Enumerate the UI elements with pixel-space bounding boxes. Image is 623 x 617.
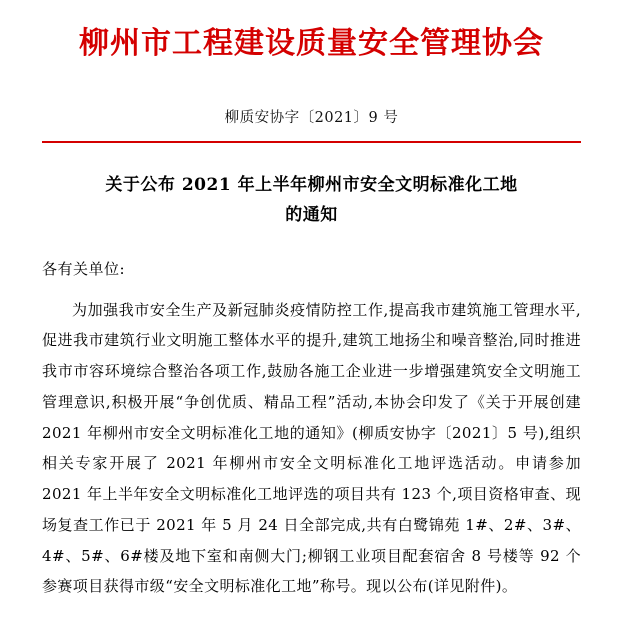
document-title-line-1: 关于公布 2021 年上半年柳州市安全文明标准化工地 [105, 175, 518, 195]
document-title-line-2: 的通知 [285, 204, 338, 225]
document-number: 柳质安协字〔2021〕9 号 [224, 110, 399, 126]
red-divider-rule [42, 141, 581, 143]
document-salutation: 各有关单位: [42, 259, 126, 278]
body-paragraph: 为加强我市安全生产及新冠肺炎疫情防控工作,提高我市建筑施工管理水平,促进我市建筑行业文明施工整体水平的提升,建筑工地扬尘和噪音整治,同时推进我市市容环境综合整治各项工作,鼓励各施工企业进一步增强建筑安全文明施工管理意识,积极开展“争创优质、精品工程”活动,本协会印发了《关于开展创建 2021 年柳州市安全文明标准化工地的通知》(柳质安协字〔2021〕5 号),组织相关专家开展了 2021 年柳州市安全文明标准化工地评选活动。申请参加 2021 年上半年安全文明标准化工地评选的项目共有 123 个,项目资格审查、现场复查工作已于 2021 年 5 月 24 日全部完成,共有白鹭锦苑 1#、2#、3#、4#、5#、6#楼及地下室和南侧大门;柳钢工业项目配套宿舍 8 号楼等 92 个参赛项目获得市级“安全文明标准化工地”称号。现以公布(详见附件)。 [42, 300, 581, 596]
document-body [42, 295, 581, 603]
document-title [42, 171, 581, 231]
document-masthead: 柳州市工程建设质量安全管理协会 [79, 26, 544, 61]
